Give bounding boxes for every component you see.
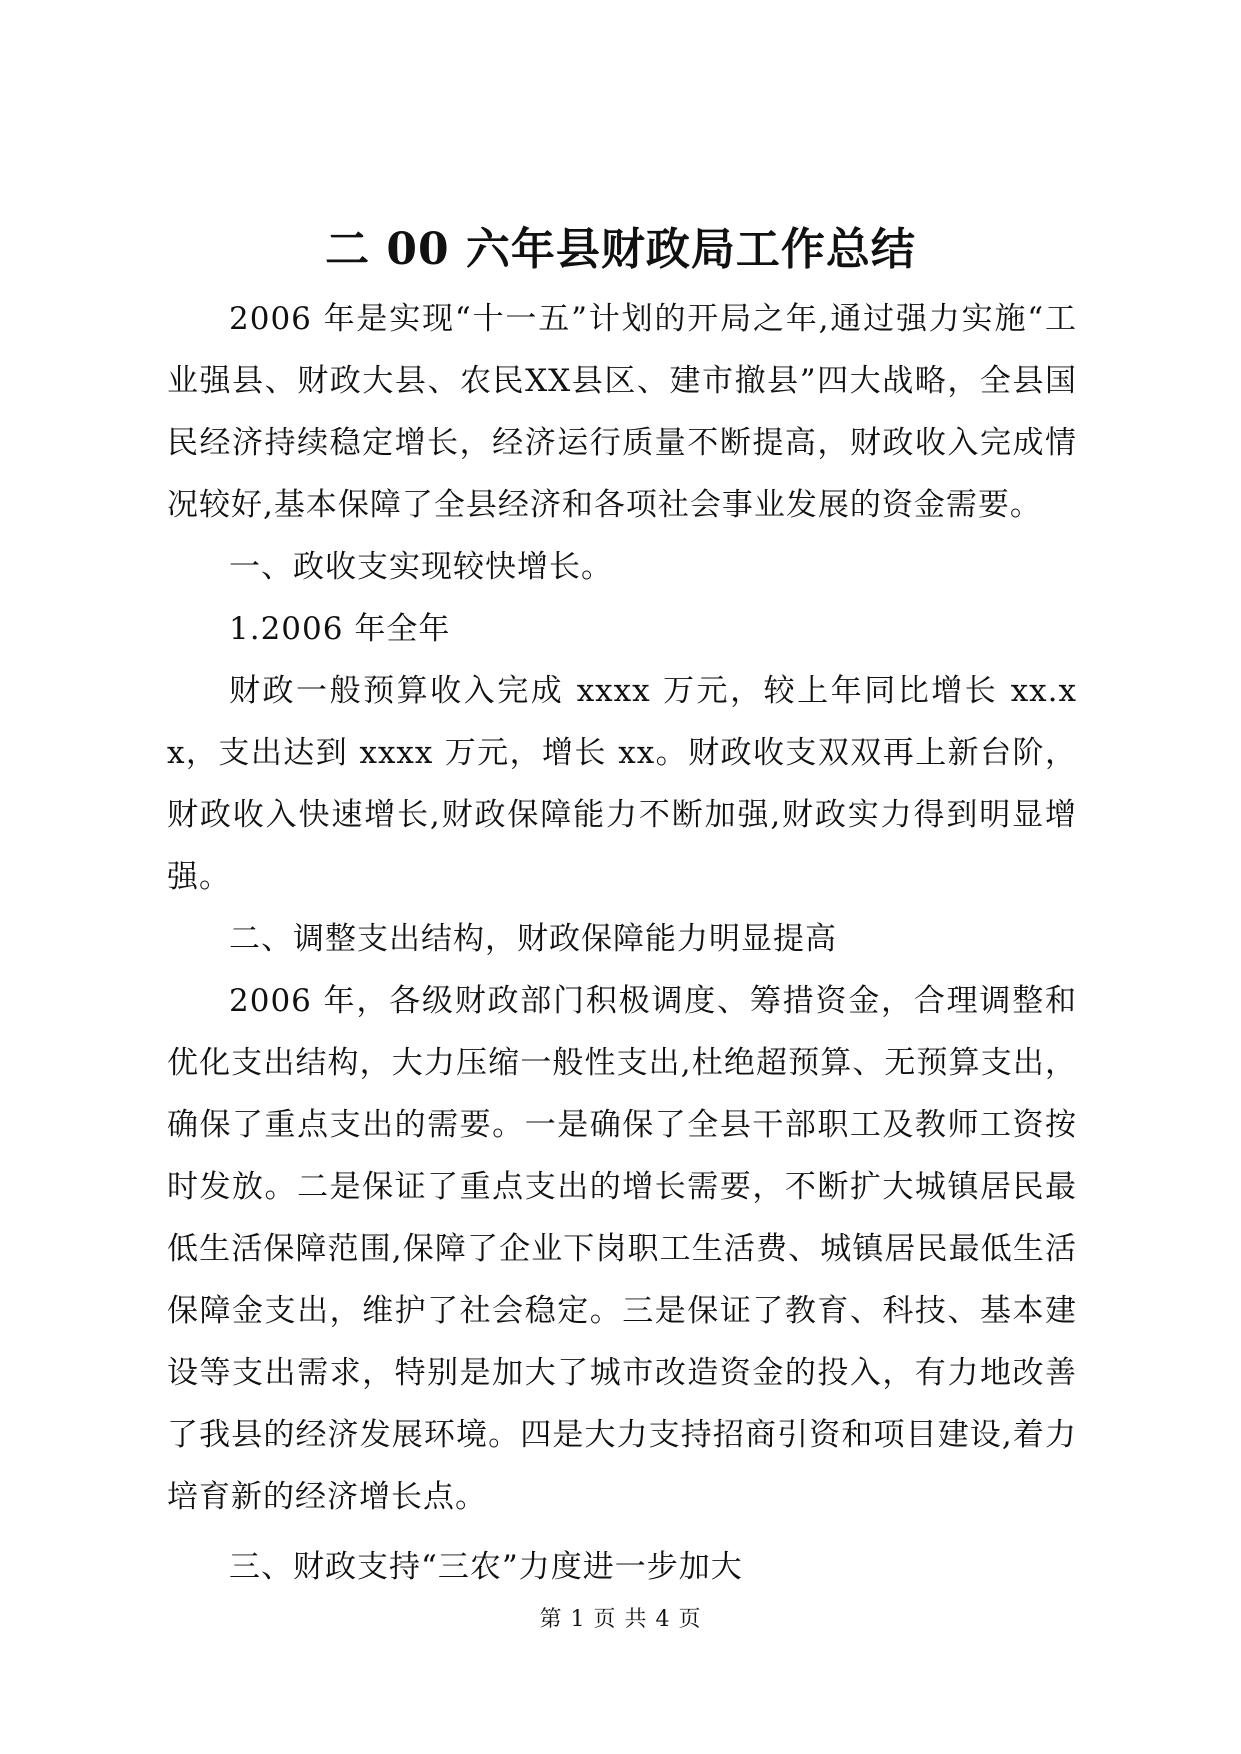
paragraph-intro: 2006 年是实现“十一五”计划的开局之年,通过强力实施“工业强县、财政大县、农民XX县区、建市撤县”四大战略，全县国民经济持续稳定增长，经济运行质量不断提高，财政收入完成情况较好,基本保障了全县经济和各项社会事业发展的资金需要。 <box>167 301 1077 523</box>
subsection-heading-1-1: 1.2006 年全年 <box>229 611 451 647</box>
paragraph-expenditure: 2006 年，各级财政部门积极调度、筹措资金，合理调整和优化支出结构，大力压缩一般性支出,杜绝超预算、无预算支出，确保了重点支出的需要。一是确保了全县干部职工及教师工资按时发放。二是保证了重点支出的增长需要，不断扩大城镇居民最低生活保障范围,保障了企业下岗职工生活费、城镇居民最低生活保障金支出，维护了社会稳定。三是保证了教育、科技、基本建设等支出需求，特别是加大了城市改造资金的投入，有力地改善了我县的经济发展环境。四是大力支持招商引资和项目建设,着力培育新的经济增长点。 <box>167 983 1077 1515</box>
section-heading-1: 一、政收支实现较快增长。 <box>229 549 613 585</box>
section-heading-2: 二、调整支出结构，财政保障能力明显提高 <box>229 921 837 957</box>
document-body <box>167 288 1077 1598</box>
section-heading-3: 三、财政支持“三农”力度进一步加大 <box>229 1549 743 1585</box>
paragraph-revenue: 财政一般预算收入完成 xxxx 万元，较上年同比增长 xx.xx，支出达到 xxxx 万元，增长 xx。财政收支双双再上新台阶，财政收入快速增长,财政保障能力不断加强,财政实力得到明显增强。 <box>167 673 1077 895</box>
document-title: 二 00 六年县财政局工作总结 <box>325 224 916 275</box>
page-footer: 第 1 页 共 4 页 <box>539 1607 702 1632</box>
